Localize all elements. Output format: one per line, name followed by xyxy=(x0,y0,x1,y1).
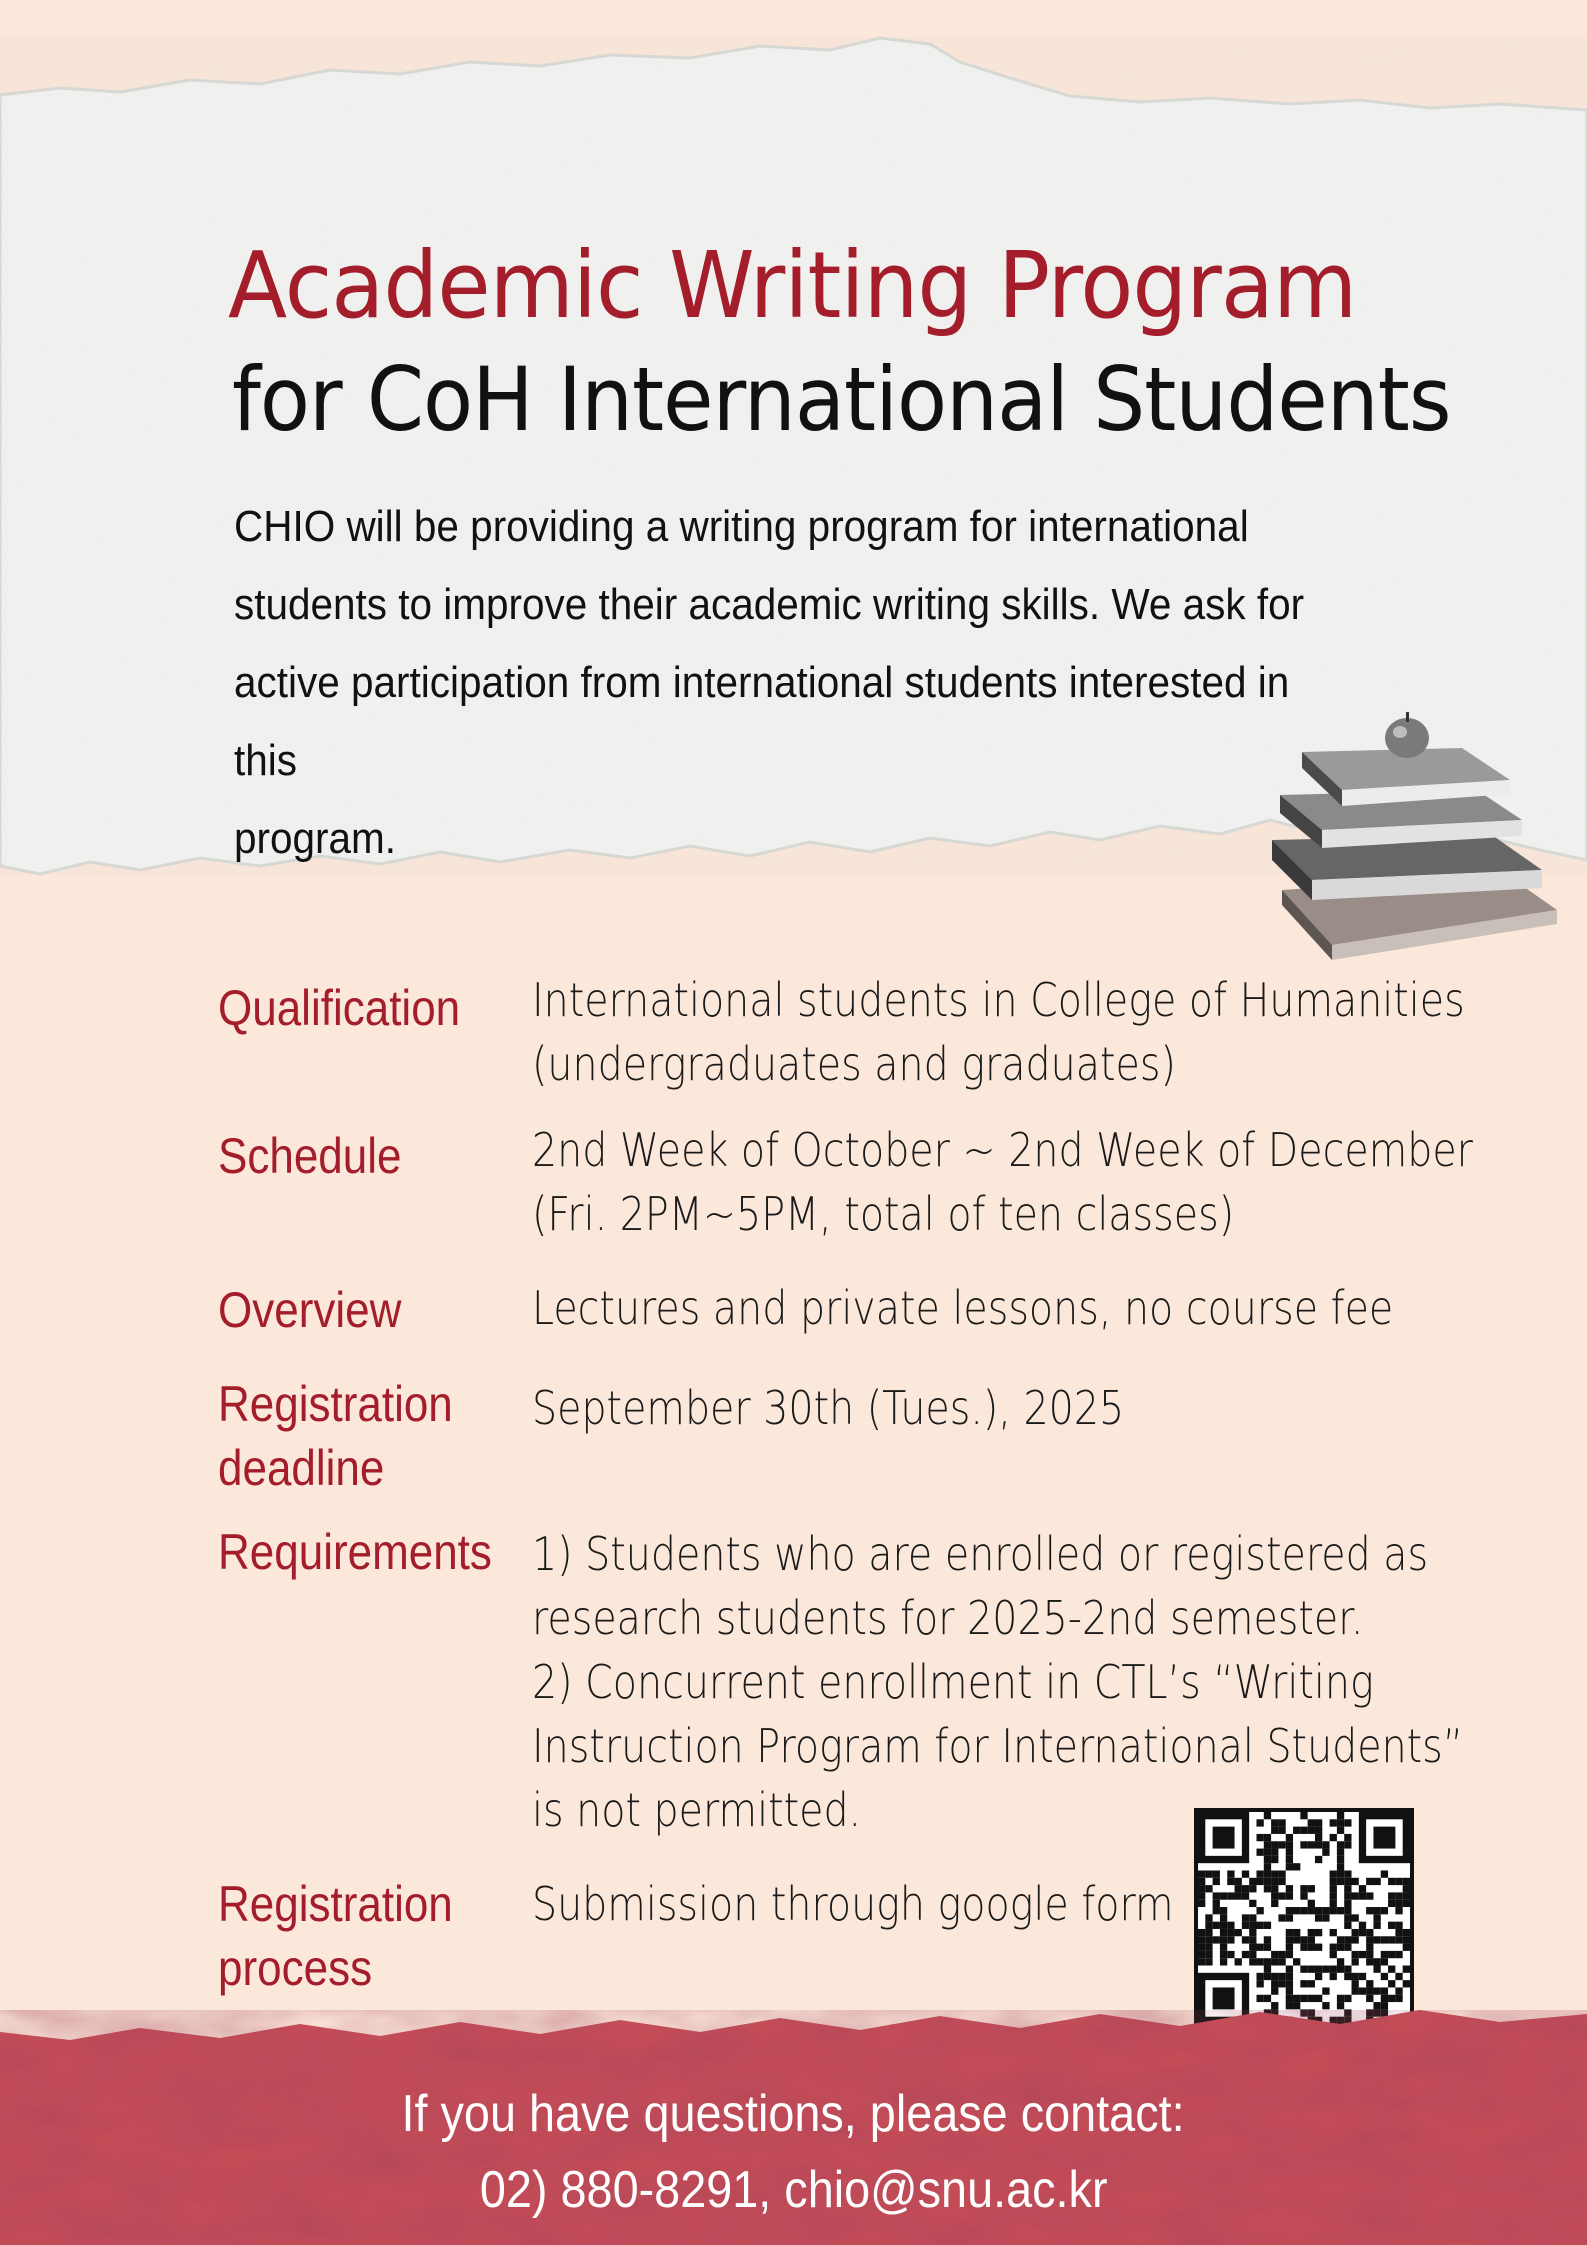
intro-line: students to improve their academic writing skills. We ask for xyxy=(234,580,1305,629)
deadline-value xyxy=(532,1376,1124,1440)
value-line: 2) Concurrent enrollment in CTL’s “Writing xyxy=(532,1655,1374,1709)
label-line: Registration xyxy=(218,1376,453,1432)
intro-line: CHIO will be providing a writing program for international xyxy=(234,502,1249,551)
label-line: Registration xyxy=(218,1876,453,1932)
process-value xyxy=(532,1872,1174,1936)
page-title: Academic Writing Program xyxy=(228,232,1357,339)
requirements-label: Requirements xyxy=(218,1524,492,1580)
contact-details[interactable] xyxy=(0,2160,1587,2220)
value-line: International students in College of Humanities xyxy=(532,973,1465,1027)
value-line: 2nd Week of October ~ 2nd Week of December xyxy=(532,1123,1473,1177)
label-line: deadline xyxy=(218,1440,385,1496)
schedule-value xyxy=(532,1118,1473,1246)
value-line: Submission through google form xyxy=(532,1877,1174,1931)
intro-line: active participation from international students interested in this xyxy=(234,658,1290,785)
process-label xyxy=(218,1872,453,2000)
label-line: process xyxy=(218,1940,373,1996)
value-line: Lectures and private lessons, no course fee xyxy=(532,1281,1394,1335)
overview-label: Overview xyxy=(218,1282,402,1338)
value-line: (Fri. 2PM~5PM, total of ten classes) xyxy=(532,1187,1235,1241)
contact-heading-text: If you have questions, please contact: xyxy=(401,2085,1186,2143)
contact-details-text: 02) 880-8291, chio@snu.ac.kr xyxy=(479,2161,1108,2219)
qualification-label: Qualification xyxy=(218,980,461,1036)
contact-heading xyxy=(0,2084,1587,2144)
value-line: research students for 2025-2nd semester. xyxy=(532,1591,1364,1645)
schedule-label: Schedule xyxy=(218,1128,402,1184)
value-line: 1) Students who are enrolled or registered as xyxy=(532,1527,1429,1581)
overview-value xyxy=(532,1276,1393,1340)
intro-paragraph xyxy=(234,488,1320,878)
value-line: September 30th (Tues.), 2025 xyxy=(532,1381,1125,1435)
requirements-value xyxy=(532,1522,1463,1842)
qualification-value xyxy=(532,968,1465,1096)
value-line: Instruction Program for International Students” xyxy=(532,1719,1464,1773)
value-line: is not permitted. xyxy=(532,1783,862,1837)
intro-line: program. xyxy=(234,814,396,863)
stacked-books-with-apple-icon xyxy=(1262,710,1562,960)
value-line: (undergraduates and graduates) xyxy=(532,1037,1176,1091)
qr-code-icon[interactable] xyxy=(1194,1808,1414,2028)
page-subtitle: for CoH International Students xyxy=(232,348,1451,451)
deadline-label xyxy=(218,1372,453,1500)
